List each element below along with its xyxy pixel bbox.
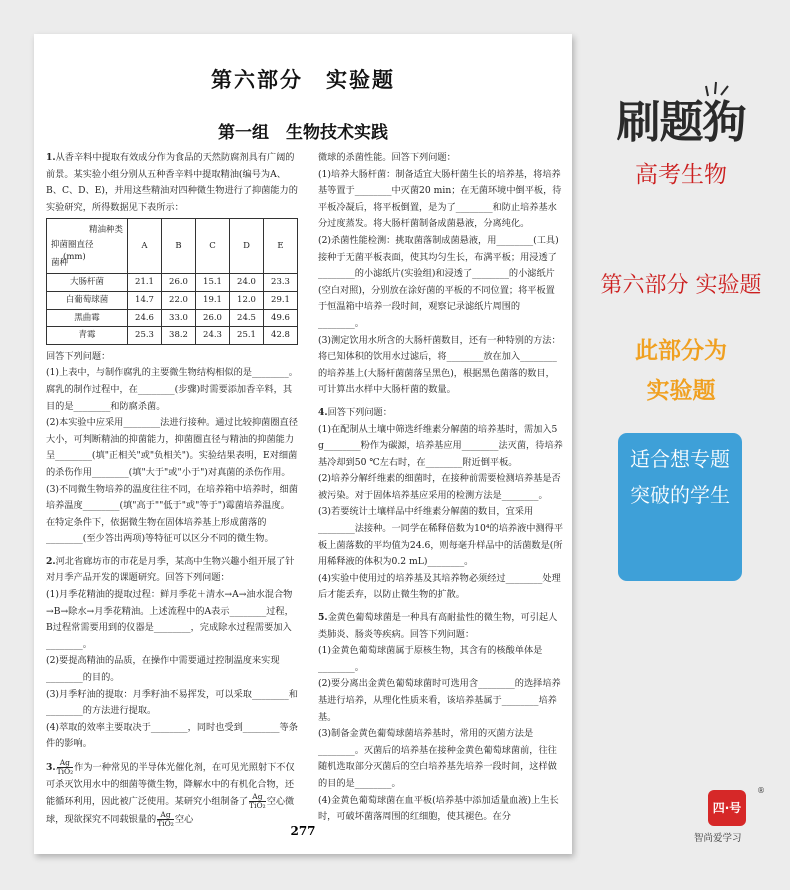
question-text: (3)不同微生物培养的温度往往不同，在培养箱中培养时，细菌培养温度________(填"高于""低于"或"等于")霉菌培养温度。在特定条件下，依据微生物在固体培养基上形成菌落的________(至少答出两项)等特征可以区分不同的微生物。 bbox=[46, 483, 298, 545]
question-text: (2)要提高精油的品质，在操作中需要通过控制温度来实现________的目的。 bbox=[46, 655, 280, 684]
table-header: A bbox=[128, 219, 162, 274]
table-row: 白葡萄球菌 14.7 22.0 19.1 12.0 29.1 bbox=[47, 291, 298, 309]
note-line-2: 实验题 bbox=[646, 378, 716, 404]
question-text: (4)萃取的效率主要取决于________，同时也受到________等条件的影响。 bbox=[46, 721, 298, 750]
question-text: (1)上表中，与制作腐乳的主要微生物结构相似的是________。腐乳的制作过程中，在________(步骤)时需要添加香辛料，其目的是________和防腐杀菌。 bbox=[46, 367, 298, 412]
table-row: 青霉 25.3 38.2 24.3 25.1 42.8 bbox=[47, 327, 298, 345]
question-4 bbox=[318, 405, 564, 604]
subject-label: 高考生物 bbox=[635, 162, 727, 188]
right-column bbox=[318, 150, 564, 832]
question-number: 5. bbox=[318, 612, 328, 624]
question-text: 金黄色葡萄球菌是一种具有高耐盐性的微生物，可引起人类肺炎、肠炎等疾病。回答下列问题： bbox=[318, 612, 558, 640]
question-text: 河北省廊坊市的市花是月季，某高中生物兴趣小组开展了针对月季产品开发的课题研究。回答下列问题： bbox=[46, 555, 295, 584]
brand-name: 智尚爱学习 bbox=[694, 833, 742, 844]
question-3 bbox=[46, 759, 298, 828]
question-text: 从香辛料中提取有效成分作为食品的天然防腐剂具有广阔的前景。某实验小组分别从五种香辛料中提取精油(编号为A、B、C、D、E)，并用这些精油对四种微生物进行了抑菌能力的实验研究，所得数据见下表所示： bbox=[46, 152, 298, 213]
brand-logo-text: 刷题狗 bbox=[616, 97, 746, 148]
question-text: 回答下列问题： bbox=[46, 350, 111, 362]
question-text: 空心微球，现欲探究不同载银量的 bbox=[46, 796, 295, 825]
table-row: 黑曲霉 24.6 33.0 26.0 24.5 49.6 bbox=[47, 309, 298, 327]
question-text: 作为一种常见的半导体光催化剂，在可见光照射下不仅可杀灭饮用水中的细菌等微生物，降解水中的有机化合物，还能循环利用，因此被广泛使用。某研究小组制备了 bbox=[46, 762, 295, 808]
question-3-continued bbox=[318, 150, 564, 399]
question-text: (1)金黄色葡萄球菌属于原核生物，其含有的核酸单体是________。 bbox=[318, 645, 543, 673]
question-text: (2)要分离出金黄色葡萄球菌时可选用含________的选择培养基进行培养，从理化性质来看，该培养基属于________培养基。 bbox=[318, 678, 561, 723]
question-text: (3)月季籽油的提取：月季籽油不易挥发，可以采取________和________的方法进行提取。 bbox=[46, 688, 298, 717]
table-header: E bbox=[264, 219, 298, 274]
question-2 bbox=[46, 554, 298, 753]
note-line-1: 此部分为 bbox=[635, 338, 727, 364]
audience-box: 适合想专题突破的学生 bbox=[618, 433, 742, 581]
question-number: 3. bbox=[46, 762, 56, 773]
formula-fraction: $\frac{Ag}{\text{TiO₂}}$ bbox=[56, 758, 74, 776]
question-5 bbox=[318, 610, 564, 826]
table-header: C bbox=[196, 219, 230, 274]
question-text: (1)在配制从土壤中筛选纤维素分解菌的培养基时，需加入5 g________粉作为碳源，培养基应用________法灭菌，待培养基冷却到50 ℃左右时，在________附近倒平板。 bbox=[318, 423, 563, 468]
sparkle-icon bbox=[704, 80, 730, 98]
question-text: (4)实验中使用过的培养基及其培养物必须经过________处理后才能丢弃，以防止微生物的扩散。 bbox=[318, 572, 561, 601]
results-table bbox=[46, 218, 298, 344]
question-text: (1)月季花精油的提取过程：鲜月季花＋清水→A→油水混合物→B→除水→月季花精油。上述流程中的A表示________过程，B过程常需要用到的仪器是________，完成除水过程需要加入________。 bbox=[46, 589, 294, 650]
question-text: (3)若要统计土壤样品中纤维素分解菌的数目，宜采用________法接种。一同学在稀释倍数为10⁴的培养液中测得平板上菌落数的平均值为24.6，则每毫升样品中的活菌数是(所用稀释液的体积为0.2 mL)________。 bbox=[318, 506, 564, 568]
section-label: 第六部分 实验题 bbox=[600, 273, 762, 298]
question-text: (4)金黄色葡萄球菌在血平板(培养基中添加适量血液)上生长时，可破坏菌落周围的红细胞，使其褪色。在分 bbox=[318, 794, 559, 823]
question-text: (2)本实验中应采用________法进行接种。通过比较抑菌圈直径大小，可判断精油的抑菌能力，抑菌圈直径与精油的抑菌能力呈________(填"正相关"或"负相关")。实验结果表明，E对细菌的杀伤作用________(填"大于"或"小于")对真菌的杀伤作用。 bbox=[46, 417, 298, 478]
question-text: (2)培养分解纤维素的细菌时，在接种前需要检测培养基是否被污染。对于固体培养基应采用的检测方法是________。 bbox=[318, 473, 561, 501]
question-text: (2)杀菌性能检测：挑取菌落制成菌悬液，用________(工具)接种于无菌平板表面，使其均匀生长，布满平板；用浸透了________的小滤纸片(实验组)和浸透了________的小滤纸片(空白对照)，分别放在涂好菌的平板的不同位置；将平板置于恒温箱中培养一段时间，观察记录滤纸片周围的________。 bbox=[318, 234, 559, 329]
question-text: (1)培养大肠杆菌：制备适宜大肠杆菌生长的培养基，将培养基等置于________中灭菌20 min；在无菌环境中倒平板，待平板冷凝后，将平板倒置，是为了________和防止培养基水分过度蒸发。将大肠杆菌制备成菌悬液，分离纯化。 bbox=[318, 168, 562, 230]
question-1 bbox=[46, 150, 298, 548]
question-text: 回答下列问题： bbox=[327, 406, 392, 418]
question-number: 2. bbox=[46, 555, 56, 567]
table-header: D bbox=[230, 219, 264, 274]
page-number: 277 bbox=[290, 824, 316, 838]
brand-mark-icon: 四·号 bbox=[708, 790, 746, 826]
formula-fraction: $\frac{Ag}{\text{TiO₂}}$ bbox=[157, 809, 174, 828]
registered-mark: ® bbox=[757, 786, 765, 795]
question-text: 微球的杀菌性能。回答下列问题： bbox=[318, 152, 456, 163]
question-number: 4. bbox=[318, 406, 328, 418]
table-corner-cell: 精油种类 抑菌圈直径 (mm) 菌种 bbox=[47, 219, 128, 274]
formula-fraction: $\frac{Ag}{\text{TiO₂}}$ bbox=[249, 792, 266, 811]
document-page bbox=[34, 34, 572, 854]
question-text: 空心 bbox=[174, 813, 194, 825]
left-column bbox=[46, 150, 298, 834]
question-text: (3)测定饮用水所含的大肠杆菌数目，还有一种特别的方法：将已知体积的饮用水过滤后，将________放在加入________的培养基上(大肠杆菌菌落呈黑色)，根据黑色菌落的数目，可计算出水样中大肠杆菌的数量。 bbox=[318, 334, 561, 396]
page-subtitle: 第一组 生物技术实践 bbox=[218, 123, 388, 143]
table-row: 大肠杆菌 21.1 26.0 15.1 24.0 23.3 bbox=[47, 274, 298, 292]
question-text: (3)制备金黄色葡萄球菌培养基时，常用的灭菌方法是________。灭菌后的培养基在接种金黄色葡萄球菌前，往往随机选取部分灭菌后的空白培养基先培养一段时间，这样做的目的是________。 bbox=[318, 728, 557, 789]
page-title: 第六部分 实验题 bbox=[211, 67, 395, 92]
table-header: B bbox=[162, 219, 196, 274]
question-number: 1. bbox=[46, 152, 56, 163]
